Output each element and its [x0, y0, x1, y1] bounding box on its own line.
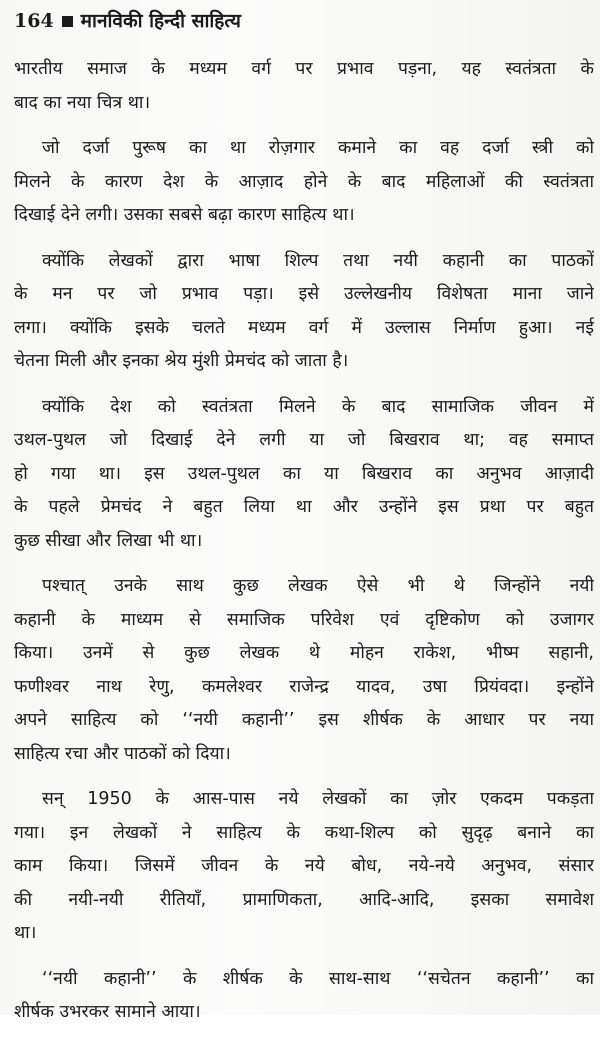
text-line: बाद का नया चित्र था।	[14, 92, 151, 113]
page-number: 164	[14, 9, 54, 32]
square-bullet-icon	[62, 16, 73, 27]
page-header	[14, 6, 241, 36]
text-line: सन् 1950 के आस-पास नये लेखकों का ज़ोर एकदम पकड़ता	[42, 789, 594, 809]
text-line: काम किया। जिसमें जीवन के नये बोध, नये-नये अनुभव, संसार	[14, 856, 594, 876]
text-line: भारतीय समाज के मध्यम वर्ग पर प्रभाव पड़ना, यह स्वतंत्रता के	[14, 59, 594, 79]
paragraph-3	[14, 245, 594, 379]
text-line: की नयी-नयी रीतियाँ, प्रामाणिकता, आदि-आदि, इसका समावेश	[14, 889, 594, 910]
paragraph-4	[14, 391, 594, 559]
text-line: था।	[14, 923, 37, 943]
paragraph-1	[14, 53, 594, 120]
text-line: दिखाई देने लगी। उसका सबसे बढ़ा कारण साहित्य था।	[14, 205, 355, 225]
text-line: के मन पर जो प्रभाव पड़ा। इसे उल्लेखनीय विशेषता माना जाने	[14, 284, 594, 304]
text-line: हो गया था। इस उथल-पुथल का या बिखराव का अनुभव आज़ादी	[14, 463, 594, 484]
body-text	[14, 53, 594, 1042]
text-line: कुछ सीखा और लिखा भी था।	[14, 530, 203, 551]
paragraph-5	[14, 570, 594, 771]
text-line: पश्चात् उनके साथ कुछ लेखक ऐसे भी थे जिन्होंने नयी	[42, 576, 594, 596]
text-line: लगा। क्योंकि इसके चलते मध्यम वर्ग में उल्लास निर्माण हुआ। नई	[14, 317, 594, 338]
text-line: साहित्य रचा और पाठकों को दिया।	[14, 743, 231, 764]
paragraph-2	[14, 132, 594, 233]
text-line: गया। इन लेखकों ने साहित्य के कथा-शिल्प को सुदृढ़ बनाने का	[14, 822, 594, 843]
text-line: मिलने के कारण देश के आज़ाद होने के बाद महिलाओं की स्वतंत्रता	[14, 171, 594, 192]
paragraph-7	[14, 963, 594, 1030]
text-line: शीर्षक उभरकर सामाने आया।	[14, 1002, 201, 1022]
text-line: कहानी के माध्यम से समाजिक परिवेश एवं दृष्टिकोण को उजागर	[14, 609, 594, 630]
text-line: के पहले प्रेमचंद ने बहुत लिया था और उन्होंने इस प्रथा पर बहुत	[14, 497, 594, 517]
running-title: मानविकी हिन्दी साहित्य	[80, 9, 241, 32]
text-line: किया। उनमें से कुछ लेखक थे मोहन राकेश, भीष्म सहानी,	[14, 643, 594, 663]
text-line: उथल-पुथल जो दिखाई देने लगी या जो बिखराव था; वह समाप्त	[14, 430, 594, 450]
paragraph-6	[14, 783, 594, 951]
text-line: जो दर्जा पुरूष का था रोज़गार कमाने का वह दर्जा स्त्री को	[42, 138, 594, 158]
text-line: चेतना मिली और इनका श्रेय मुंशी प्रेमचंद को जाता है।	[14, 351, 349, 371]
text-line: क्योंकि लेखकों द्वारा भाषा शिल्प तथा नयी कहानी का पाठकों	[42, 250, 594, 271]
text-line: अपने साहित्य को ‘‘नयी कहानी’’ इस शीर्षक के आधार पर नया	[14, 710, 594, 730]
text-line: ‘‘नयी कहानी’’ के शीर्षक के साथ-साथ ‘‘सचेतन कहानी’’ का	[42, 968, 594, 989]
text-line: फणीश्वर नाथ रेणु, कमलेश्वर राजेन्द्र यादव, उषा प्रियंवदा। इन्होंने	[14, 676, 594, 697]
text-line: क्योंकि देश को स्वतंत्रता मिलने के बाद सामाजिक जीवन में	[42, 396, 594, 417]
